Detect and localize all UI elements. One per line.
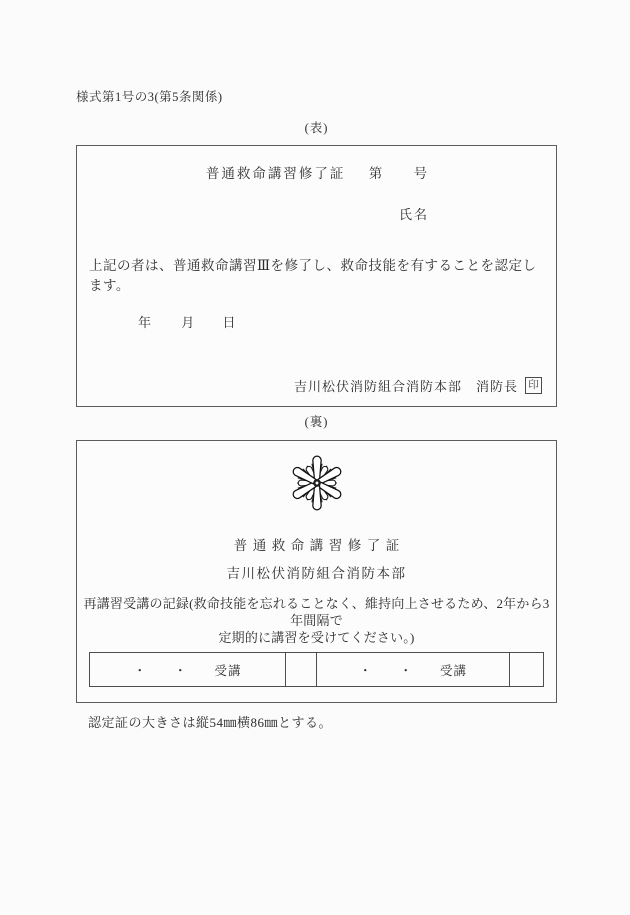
- month-label: 月: [181, 315, 195, 330]
- emblem-container: [77, 454, 556, 512]
- form-number-label: 様式第1号の3(第5条関係): [76, 90, 223, 104]
- fire-department-emblem-icon: [288, 454, 346, 512]
- back-card-title: 普通救命講習修了証: [233, 538, 405, 553]
- certificate-number-suffix: 号: [413, 166, 428, 181]
- certificate-title: 普通救命講習修了証: [205, 166, 346, 181]
- card-size-note: 認定証の大きさは縦54㎜横86㎜とする。: [88, 715, 333, 730]
- retraining-note: [78, 595, 555, 646]
- issuer-name: 吉川松伏消防組合消防本部 消防長: [293, 379, 518, 394]
- record-cell-stamp-2: [509, 653, 543, 686]
- issuer-line: [294, 376, 542, 395]
- certificate-back-card: [76, 440, 557, 703]
- retraining-note-line2: 定期的に講習を受けてください。): [218, 630, 415, 645]
- record-cell-date-1: ・ ・ 受講: [133, 663, 242, 678]
- back-card-organization: 吉川松伏消防組合消防本部: [226, 566, 407, 581]
- seal-placeholder-box: 印: [525, 377, 542, 394]
- certificate-number-prefix: 第: [368, 166, 383, 181]
- year-label: 年: [138, 315, 152, 330]
- front-side-label: (表): [304, 121, 329, 135]
- certification-statement: 上記の者は、普通救命講習Ⅲを修了し、救命技能を有することを認定します。: [89, 258, 537, 293]
- name-field-label: 氏名: [399, 207, 430, 222]
- back-side-label: (裏): [304, 415, 329, 429]
- certificate-title-line: [77, 162, 556, 182]
- record-cell-stamp-1: [285, 653, 316, 686]
- day-label: 日: [222, 315, 236, 330]
- certificate-front-card: [76, 145, 557, 407]
- retraining-record-table: [89, 652, 544, 687]
- record-cell-date-2: ・ ・ 受講: [316, 653, 509, 686]
- retraining-note-line1: 再講習受講の記録(救命技能を忘れることなく、維持向上させるため、2年から3年間隔で: [83, 596, 550, 628]
- date-line: [138, 312, 236, 331]
